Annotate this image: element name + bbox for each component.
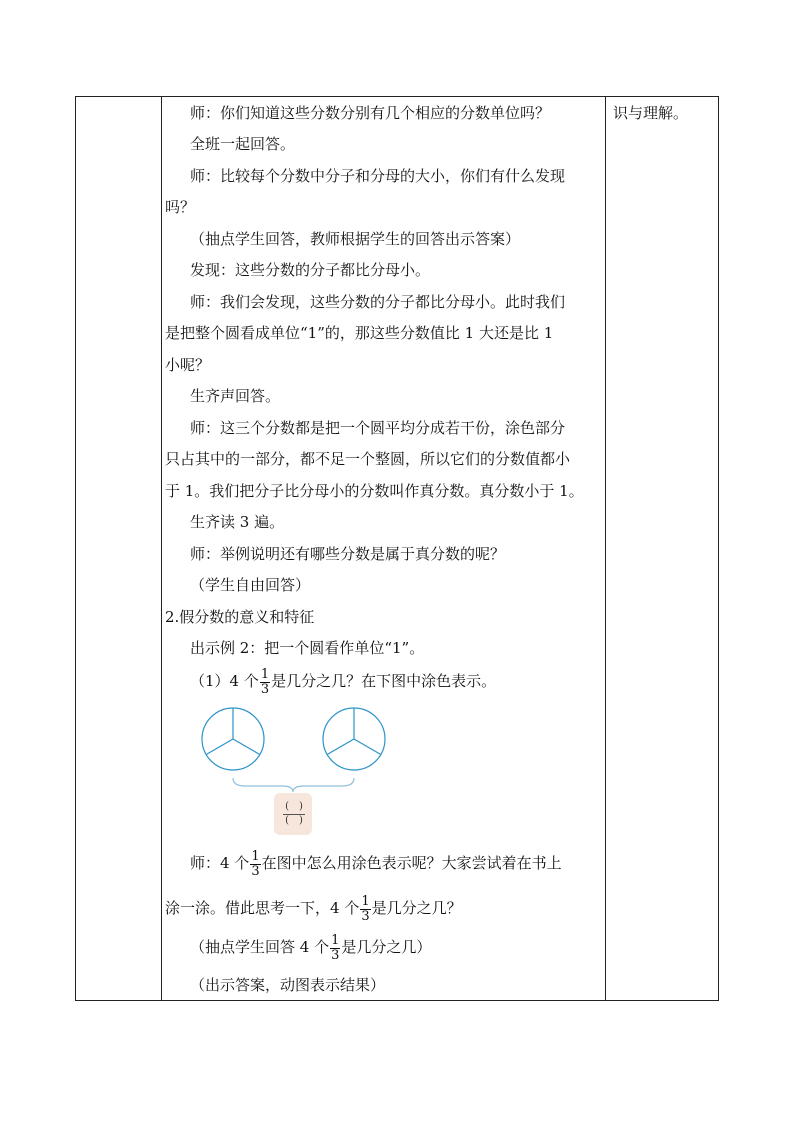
answer-denominator-blank: ( )	[285, 815, 303, 826]
text-line: 发现：这些分数的分子都比分母小。	[190, 261, 431, 279]
text-line: 生齐读 3 遍。	[190, 513, 285, 531]
fraction-denominator: 3	[331, 947, 340, 963]
text-line: 生齐声回答。	[190, 387, 281, 405]
text-line: 师：举例说明还有哪些分数是属于真分数的呢？	[190, 545, 506, 563]
teacher-question-text: 涂一涂。借此思考一下，4 个	[165, 899, 360, 917]
text-line: 小呢？	[165, 356, 211, 374]
text-line: （出示答案，动图表示结果）	[190, 976, 386, 994]
column-divider-right	[605, 97, 606, 1000]
text-line: 吗？	[165, 198, 196, 216]
fraction-denominator: 3	[251, 863, 260, 879]
text-line: 师：我们会发现，这些分数的分子都比分母小。此时我们	[190, 293, 566, 311]
text-line: 全班一起回答。	[190, 135, 296, 153]
fraction	[250, 850, 260, 879]
circle-diagram	[200, 702, 400, 832]
text-line: 师：比较每个分数中分子和分母的大小，你们有什么发现	[190, 167, 566, 185]
text-line: 只占其中的一部分，都不足一个整圆，所以它们的分数值都小	[165, 450, 571, 468]
answer-box[interactable]	[274, 793, 312, 835]
section-heading: 2.假分数的意义和特征	[165, 608, 315, 626]
teacher-question-text: 在图中怎么用涂色表示呢？大家尝试着在书上	[261, 854, 562, 872]
example-suffix: 是几分之几？在下图中涂色表示。	[271, 672, 497, 690]
bracket	[233, 778, 354, 792]
fraction-numerator: 1	[361, 893, 370, 909]
text-line: （学生自由回答）	[190, 576, 311, 594]
fraction-denominator: 3	[361, 908, 370, 924]
example-prefix: （1）4 个	[190, 672, 259, 690]
student-answer-line	[190, 933, 431, 963]
student-answer-text: （抽点学生回答 4 个	[190, 938, 330, 956]
fraction-numerator: 1	[260, 666, 270, 682]
teacher-question-text: 师：4 个	[190, 854, 250, 872]
fraction-numerator: 1	[251, 848, 260, 864]
fraction-numerator: 1	[331, 932, 340, 948]
fraction	[260, 668, 270, 697]
main-column	[162, 97, 602, 1000]
text-line: 师：你们知道这些分数分别有几个相应的分数单位吗？	[190, 104, 551, 122]
right-column-text: 识与理解。	[613, 104, 689, 122]
fraction	[330, 934, 340, 963]
text-line: 出示例 2：把一个圆看作单位“1”。	[190, 639, 425, 657]
text-line: 是把整个圆看成单位“1”的，那这些分数值比 1 大还是比 1	[165, 324, 554, 342]
example-line	[190, 667, 496, 697]
circle-right	[323, 708, 385, 770]
lesson-table	[75, 96, 719, 1001]
text-line: 师：这三个分数都是把一个圆平均分成若干份，涂色部分	[190, 419, 566, 437]
teacher-question-line2	[165, 894, 462, 924]
answer-numerator-blank: ( )	[285, 801, 303, 812]
teacher-question-text: 是几分之几？	[371, 899, 462, 917]
circle-left	[202, 708, 264, 770]
text-line: 于 1。我们把分子比分母小的分数叫作真分数。真分数小于 1。	[165, 482, 584, 500]
teacher-question-line1	[190, 849, 562, 879]
student-answer-text: 是几分之几）	[341, 938, 432, 956]
fraction-denominator: 3	[260, 681, 270, 697]
fraction	[360, 895, 370, 924]
text-line: （抽点学生回答，教师根据学生的回答出示答案）	[190, 230, 521, 248]
